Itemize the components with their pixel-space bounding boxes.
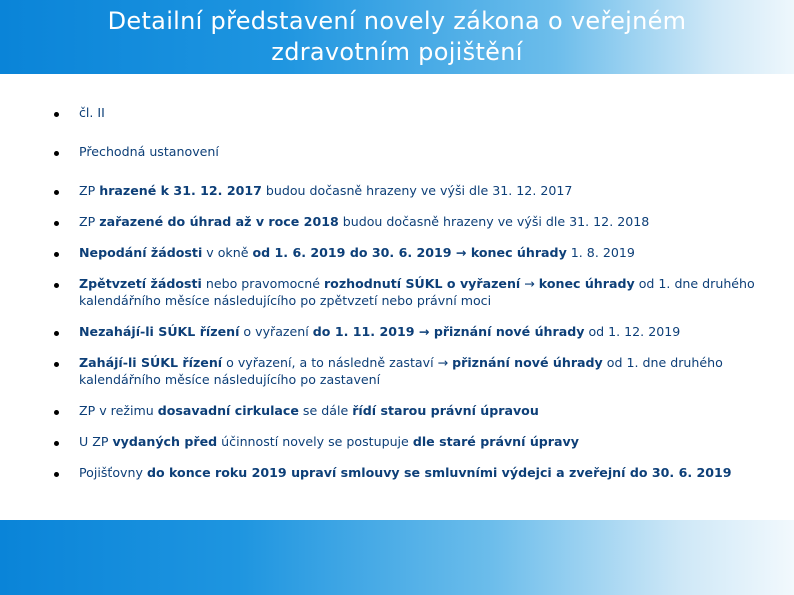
bullet-text-regular: o vyřazení, a to následně zastaví → <box>222 355 453 370</box>
bullet-text <box>79 276 755 308</box>
bullet-text-regular: se dále <box>298 403 353 418</box>
bullet-item <box>52 275 764 309</box>
bullet-text-bold: konec úhrady <box>538 276 635 291</box>
bullet-text-regular: budou dočasně hrazeny ve výši dle 31. 12. 2018 <box>338 214 650 229</box>
footer-banner <box>0 520 794 595</box>
bullet-text-bold: od 1. 6. 2019 do 30. 6. 2019 → konec úhrady <box>252 245 567 260</box>
bullet-text-bold: do 1. 11. 2019 → přiznání nové úhrady <box>312 324 585 339</box>
bullet-item <box>52 143 764 160</box>
bullet-text-bold: dle staré právní úpravy <box>412 434 579 449</box>
bullet-text-regular: účinností novely se postupuje <box>217 434 413 449</box>
bullet-text-regular: o vyřazení <box>239 324 313 339</box>
bullet-dot-icon <box>54 190 59 195</box>
bullet-text-regular: čl. II <box>79 105 105 120</box>
bullet-dot-icon <box>54 283 59 288</box>
bullet-text-regular: v okně <box>202 245 253 260</box>
bullet-text-bold: řídí starou právní úpravou <box>352 403 539 418</box>
bullet-text-regular: od 1. 12. 2019 <box>584 324 681 339</box>
bullet-item <box>52 182 764 199</box>
bullet-text-bold: přiznání nové úhrady <box>452 355 603 370</box>
bullet-text-regular: od 1. dne druhého kalendářního měsíce následujícího po zastavení <box>79 355 723 387</box>
bullet-text <box>79 403 539 418</box>
bullet-text-bold: zařazené do úhrad až v roce 2018 <box>99 214 339 229</box>
bullet-item <box>52 354 764 388</box>
bullet-text-regular: ZP <box>79 183 100 198</box>
bullet-text-regular: budou dočasně hrazeny ve výši dle 31. 12. 2017 <box>261 183 573 198</box>
bullet-text-regular: 1. 8. 2019 <box>566 245 635 260</box>
bullet-text <box>79 324 680 339</box>
bullet-text-regular: nebo pravomocné <box>201 276 324 291</box>
bullet-text <box>79 144 219 159</box>
bullet-item <box>52 323 764 340</box>
bullet-text <box>79 183 572 198</box>
bullet-text-regular: ZP v režimu <box>79 403 158 418</box>
bullet-item <box>52 402 764 419</box>
bullet-text-regular: Přechodná ustanovení <box>79 144 219 159</box>
bullet-text-bold: vydaných před <box>112 434 218 449</box>
bullet-text <box>79 434 579 449</box>
bullet-dot-icon <box>54 472 59 477</box>
bullet-dot-icon <box>54 252 59 257</box>
bullet-text-regular: → <box>520 276 539 291</box>
bullet-dot-icon <box>54 221 59 226</box>
bullet-text-bold: rozhodnutí SÚKL o vyřazení <box>323 276 521 291</box>
bullet-item <box>52 104 764 121</box>
bullet-text-regular: U ZP <box>79 434 113 449</box>
bullet-text-bold: Nezahájí-li SÚKL řízení <box>79 324 240 339</box>
bullet-text <box>79 105 105 120</box>
bullet-text <box>79 355 723 387</box>
bullet-dot-icon <box>54 151 59 156</box>
bullet-item <box>52 213 764 230</box>
bullet-list <box>52 104 764 481</box>
slide-title-line-1: Detailní představení novely zákona o veřejném <box>107 7 687 35</box>
bullet-text-bold: do konce roku 2019 upraví smlouvy se smluvními výdejci a zveřejní do 30. 6. 2019 <box>146 465 732 480</box>
bullet-text <box>79 214 649 229</box>
bullet-text-bold: hrazené k 31. 12. 2017 <box>99 183 262 198</box>
bullet-text-bold: Nepodání žádosti <box>79 245 203 260</box>
bullet-text-regular: ZP <box>79 214 100 229</box>
bullet-dot-icon <box>54 410 59 415</box>
bullet-dot-icon <box>54 441 59 446</box>
slide-title-line-2: zdravotním pojištění <box>271 38 523 66</box>
bullet-text <box>79 465 732 480</box>
bullet-text-bold: dosavadní cirkulace <box>157 403 299 418</box>
bullet-item <box>52 244 764 261</box>
bullet-dot-icon <box>54 331 59 336</box>
bullet-item <box>52 433 764 450</box>
bullet-text-regular: Pojišťovny <box>79 465 147 480</box>
bullet-text-bold: Zpětvzetí žádosti <box>79 276 202 291</box>
slide-title <box>0 6 794 68</box>
bullet-item <box>52 464 764 481</box>
bullet-text-bold: Zahájí-li SÚKL řízení <box>79 355 223 370</box>
bullet-text-regular: od 1. dne druhého kalendářního měsíce následujícího po zpětvzetí nebo právní moci <box>79 276 755 308</box>
bullet-dot-icon <box>54 112 59 117</box>
bullet-text <box>79 245 635 260</box>
bullet-dot-icon <box>54 362 59 367</box>
